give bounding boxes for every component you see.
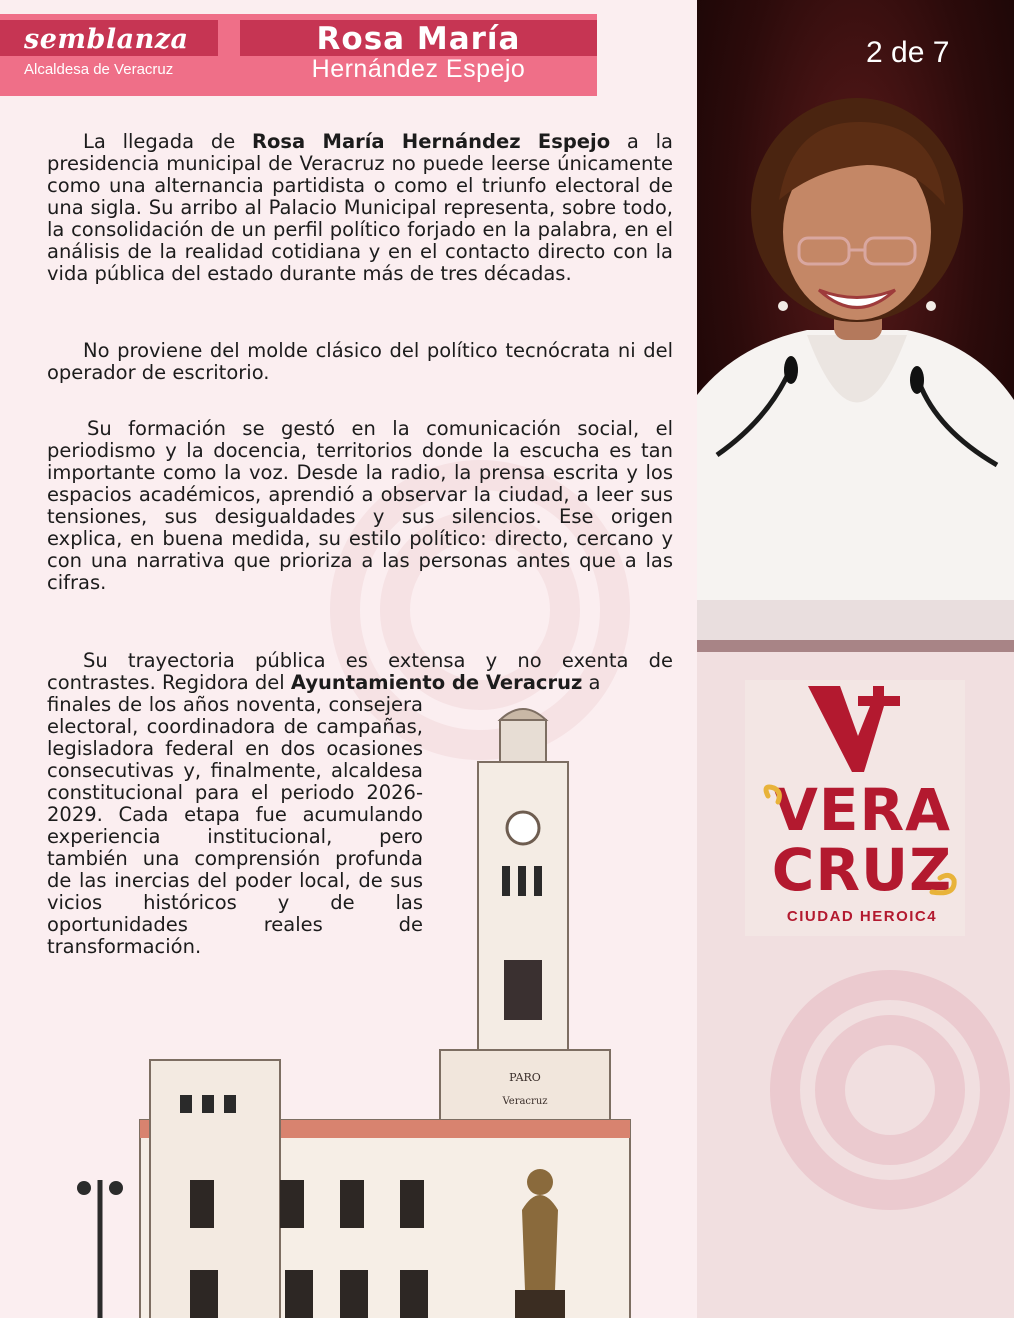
- paragraph-4-intro: [47, 650, 673, 694]
- rose-watermark: [815, 1015, 965, 1165]
- portrait-photo: [697, 0, 1014, 640]
- logo-swirl-icon: [760, 784, 960, 904]
- paragraph-4-lead: Su trayectoria pública es extensa y no exenta de contrastes. Regidora del: [47, 649, 673, 694]
- photo-divider: [697, 640, 1014, 652]
- person-last-name: Hernández Espejo: [311, 55, 526, 83]
- page-indicator: 2 de 7: [866, 36, 950, 69]
- paragraph-1-rest: a la presidencia municipal de Veracruz no puede leerse únicamente como una alternancia partidista o como el triunfo electoral de una sigla. Su arribo al Palacio Municipal representa, sobre todo, la consolidación de un perfil político forjado en la palabra, en el análisis de la realidad cotidiana y en el contacto directo con la vida pública del estado durante más de tres décadas.: [47, 130, 673, 285]
- paragraph-1-lead: La llegada de: [83, 130, 252, 153]
- person-first-name: Rosa María: [316, 21, 521, 57]
- logo-cruz-text: CRUZ: [771, 836, 953, 904]
- logo-tagline: CIUDAD HEROIC4: [786, 908, 938, 925]
- paragraph-4-institution: Ayuntamiento de Veracruz: [290, 671, 583, 694]
- paragraph-1: [47, 131, 673, 285]
- section-title: semblanza: [24, 24, 189, 55]
- paragraph-4-after: a: [582, 671, 601, 694]
- paragraph-1-name: Rosa María Hernández Espejo: [252, 130, 611, 153]
- section-subtitle: Alcaldesa de Veracruz: [24, 61, 174, 78]
- tower-sign-bottom: Veracruz: [502, 1096, 548, 1107]
- logo-vera-text: VERA: [772, 776, 952, 844]
- paragraph-2: No proviene del molde clásico del político tecnócrata ni del operador de escritorio.: [47, 339, 673, 384]
- paragraph-4-body: finales de los años noventa, consejera electoral, coordinadora de campañas, legisladora federal en dos ocasiones consecutivas y, finalmente, alcaldesa constitucional para el periodo 2026-2029. Cada etapa fue acumulando experiencia institucional, pero también una comprensión profunda de las inercias del poder local, de sus vicios históricos y de las oportunidades reales de transformación.: [47, 693, 423, 958]
- logo-v-cross-icon: [808, 686, 908, 772]
- tower-sign-top: PARO: [509, 1071, 541, 1084]
- palacio-municipal-illustration: [60, 700, 697, 1318]
- paragraph-3: Su formación se gestó en la comunicación social, el periodismo y la docencia, territorios donde la escucha es tan importante como la voz. Desde la radio, la prensa escrita y los espacios académicos, aprendió a observar la ciudad, a leer sus tensiones, sus desigualdades y sus silencios. Ese origen explica, en buena medida, su estilo político: directo, cercano y con una narrativa que prioriza a las personas antes que a las cifras.: [47, 417, 673, 594]
